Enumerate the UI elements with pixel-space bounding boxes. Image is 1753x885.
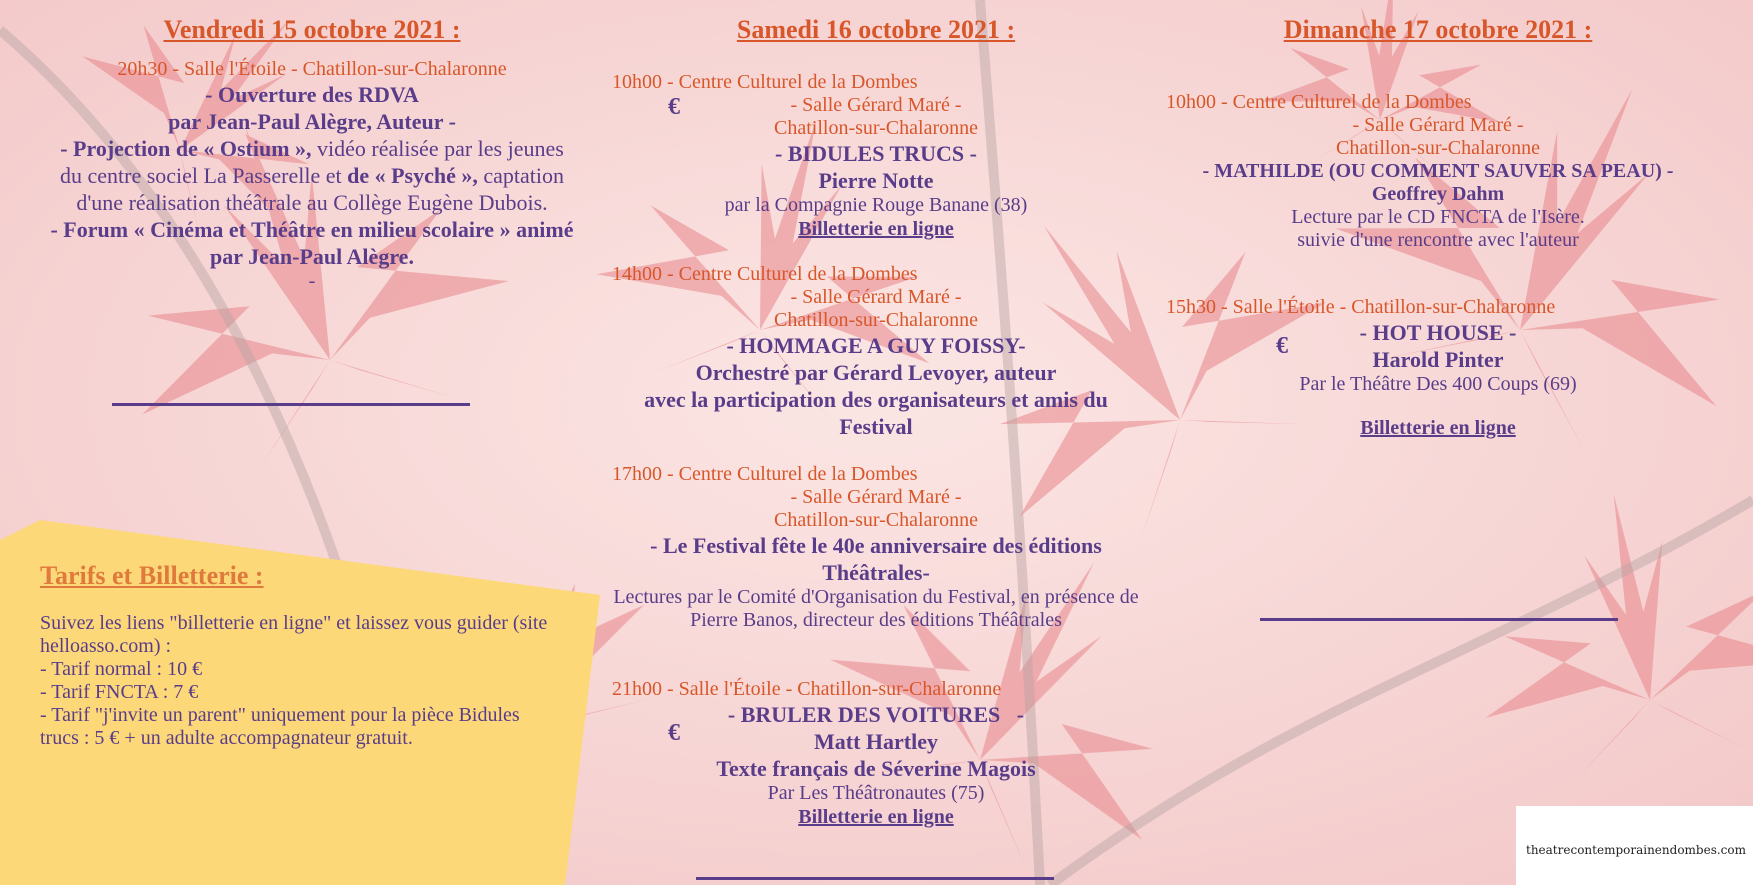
event-author: Geoffrey Dahm	[1371, 183, 1505, 205]
euro-icon: €	[668, 720, 680, 746]
friday-projection	[50, 135, 574, 216]
euro-icon: €	[668, 94, 680, 120]
sunday-column	[1162, 14, 1714, 46]
event-author: Harold Pinter	[1372, 347, 1504, 372]
event-title: - BRULER DES VOITURES -	[727, 702, 1025, 727]
saturday-column	[606, 14, 1146, 46]
friday-forum: - Forum « Cinéma et Théâtre en milieu scolaire » animé par Jean-Paul Alègre.	[50, 217, 574, 269]
event-organizer: Orchestré par Gérard Levoyer, auteur	[695, 360, 1057, 385]
event-title: - BIDULES TRUCS -	[775, 141, 977, 166]
projection-text-1: vidéo réalisée par les jeunes du centre sociel La Passerelle et	[59, 136, 564, 188]
projection-title-ostium: - Projection de « Ostium »,	[60, 136, 312, 161]
event-company: Par Les Théâtronautes (75)	[767, 782, 985, 804]
event-title: - MATHILDE (OU COMMENT SAUVER SA PEAU) -	[1202, 160, 1674, 182]
event-title: - Le Festival fête le 40e anniversaire des éditions Théâtrales-	[650, 533, 1102, 585]
event-town: Chatillon-sur-Chalaronne	[774, 509, 978, 531]
tarifs-title: Tarifs et Billetterie :	[40, 561, 264, 590]
event-translation: Texte français de Séverine Magois	[716, 756, 1036, 781]
event-venue: 14h00 - Centre Culturel de la Dombes	[612, 263, 918, 285]
event-title: - HOMMAGE A GUY FOISSY-	[726, 333, 1026, 358]
event-description: Lecture par le CD FNCTA de l'Isère.	[1291, 206, 1585, 228]
event-author: Pierre Notte	[818, 168, 934, 193]
tarif-normal: - Tarif normal : 10 €	[40, 658, 203, 680]
friday-dash: -	[308, 270, 316, 292]
tarif-parent: - Tarif "j'invite un parent" uniquement pour la pièce Bidules trucs : 5 € + un adulte accompagnateur gratuit.	[40, 704, 520, 749]
event-description-2: suivie d'une rencontre avec l'auteur	[1297, 229, 1579, 251]
event-room: - Salle Gérard Maré -	[790, 94, 962, 116]
event-venue: 10h00 - Centre Culturel de la Dombes	[1166, 91, 1472, 113]
event-venue: 17h00 - Centre Culturel de la Dombes	[612, 463, 918, 485]
event-company: Par le Théâtre Des 400 Coups (69)	[1299, 373, 1577, 395]
event-town: Chatillon-sur-Chalaronne	[774, 117, 978, 139]
website-box	[1516, 806, 1753, 885]
event-venue: 21h00 - Salle l'Étoile - Chatillon-sur-Chalaronne	[612, 678, 1002, 700]
friday-divider	[112, 403, 470, 406]
sunday-divider	[1260, 618, 1618, 621]
saturday-divider	[696, 877, 1054, 880]
event-author: Matt Hartley	[814, 729, 938, 754]
event-description: Lectures par le Comité d'Organisation du Festival, en présence de Pierre Banos, directeur des éditions Théâtrales	[613, 586, 1139, 631]
event-company: par la Compagnie Rouge Banane (38)	[724, 194, 1028, 216]
event-title: - HOT HOUSE -	[1359, 320, 1517, 345]
tarifs-block	[40, 560, 560, 750]
friday-opening: - Ouverture des RDVA	[205, 82, 419, 107]
event-town: Chatillon-sur-Chalaronne	[1336, 137, 1540, 159]
saturday-heading: Samedi 16 octobre 2021 :	[736, 15, 1016, 44]
friday-heading: Vendredi 15 octobre 2021 :	[163, 15, 461, 44]
friday-column	[50, 14, 574, 293]
ticketing-link[interactable]: Billetterie en ligne	[798, 218, 954, 240]
sunday-heading: Dimanche 17 octobre 2021 :	[1283, 15, 1593, 44]
event-venue: 15h30 - Salle l'Étoile - Chatillon-sur-Chalaronne	[1166, 296, 1556, 318]
website-url[interactable]: theatrecontemporainendombes.com	[1526, 843, 1747, 857]
event-room: - Salle Gérard Maré -	[1352, 114, 1524, 136]
event-room: - Salle Gérard Maré -	[790, 486, 962, 508]
projection-text-2: captation d'une réalisation théâtrale au Collège Eugène Dubois.	[76, 163, 564, 215]
ticketing-link[interactable]: Billetterie en ligne	[798, 806, 954, 828]
event-town: Chatillon-sur-Chalaronne	[774, 309, 978, 331]
sunday-event-mathilde	[1162, 91, 1714, 252]
event-participation: avec la participation des organisateurs et amis du Festival	[644, 387, 1108, 439]
event-venue: 10h00 - Centre Culturel de la Dombes	[612, 71, 918, 93]
euro-icon: €	[1276, 333, 1288, 359]
event-room: - Salle Gérard Maré -	[790, 286, 962, 308]
friday-opening-author: par Jean-Paul Alègre, Auteur -	[168, 109, 456, 134]
saturday-event-bruler	[606, 678, 1146, 829]
tarifs-intro: Suivez les liens "billetterie en ligne" et laissez vous guider (site helloasso.com) :	[40, 612, 548, 657]
saturday-event-bidules	[606, 71, 1146, 241]
saturday-event-anniversary	[606, 463, 1146, 632]
tarif-fncta: - Tarif FNCTA : 7 €	[40, 681, 199, 703]
saturday-event-hommage	[606, 263, 1146, 440]
sunday-event-hothouse	[1162, 296, 1714, 440]
projection-title-psyche: de « Psyché »,	[347, 163, 478, 188]
ticketing-link[interactable]: Billetterie en ligne	[1360, 417, 1516, 439]
friday-venue: 20h30 - Salle l'Étoile - Chatillon-sur-Chalaronne	[117, 58, 507, 80]
